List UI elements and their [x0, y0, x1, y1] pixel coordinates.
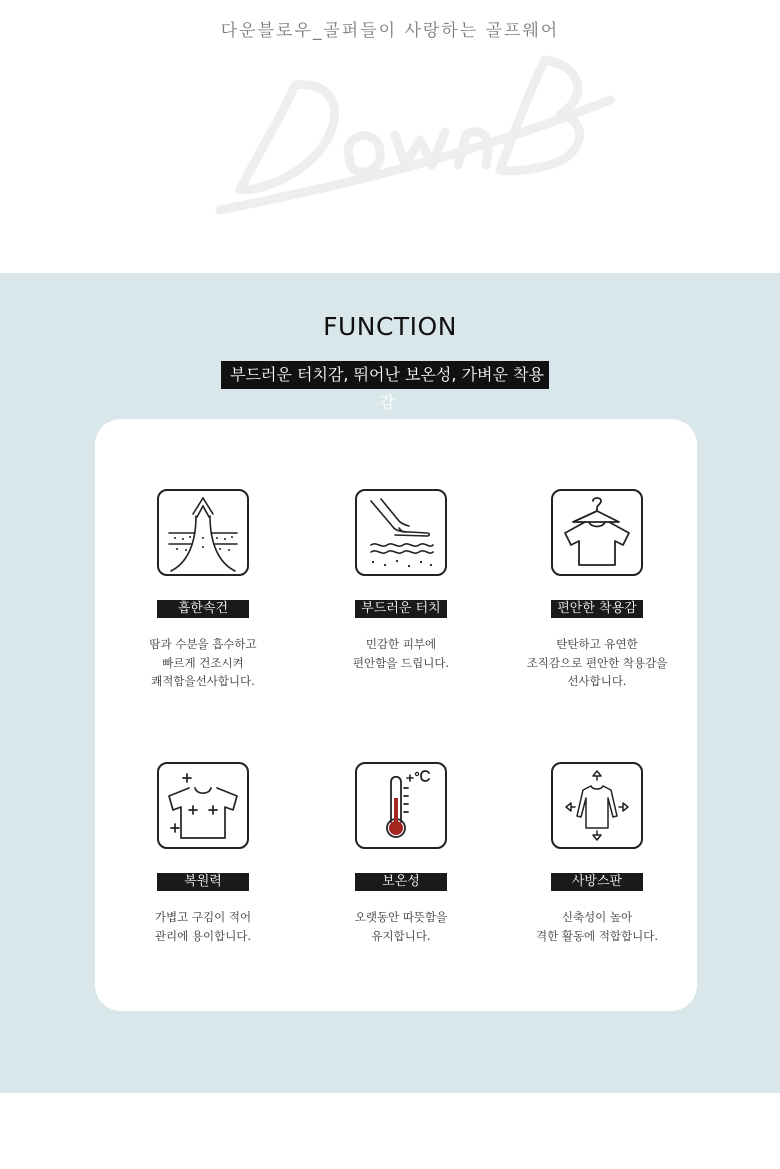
- feature-description: 민감한 피부에 편안함을 드립니다.: [352, 637, 450, 670]
- feature-description: 탄탄하고 유연한 조직감으로 편안한 착용감을 선사합니다.: [526, 637, 668, 688]
- feature-description: 오랫동안 따뜻함을 유지합니다.: [354, 910, 448, 943]
- page-footer-space: [0, 1093, 780, 1169]
- feature-label: 흡한속건: [157, 600, 249, 618]
- features-card: [95, 419, 697, 1011]
- soft-touch-icon: [355, 489, 447, 576]
- brand-watermark-logo: [200, 40, 620, 220]
- function-title: FUNCTION: [323, 312, 457, 341]
- function-subtitle: 부드러운 터치감, 뛰어난 보온성, 가벼운 착용감: [221, 361, 549, 389]
- feature-label: 사방스판: [551, 873, 643, 891]
- feature-label: 복원력: [157, 873, 249, 891]
- brand-tagline: 다운블로우_골퍼들이 사랑하는 골프웨어: [220, 21, 560, 41]
- moisture-wicking-icon: [157, 489, 249, 576]
- four-way-stretch-icon: [551, 762, 643, 849]
- hanger-shirt-icon: [551, 489, 643, 576]
- feature-description: 신축성이 높아 격한 활동에 적합합니다.: [535, 910, 659, 943]
- wrinkle-free-shirt-icon: [157, 762, 249, 849]
- thermometer-icon: [355, 762, 447, 849]
- feature-description: 땀과 수분을 흡수하고 빠르게 건조시켜 쾌적함을선사합니다.: [149, 637, 257, 688]
- feature-label: 편안한 착용감: [551, 600, 643, 618]
- feature-description: 가볍고 구김이 적어 관리에 용이합니다.: [154, 910, 252, 943]
- brand-header: [0, 0, 780, 273]
- feature-label: 부드러운 터치: [355, 600, 447, 618]
- feature-label: 보온성: [355, 873, 447, 891]
